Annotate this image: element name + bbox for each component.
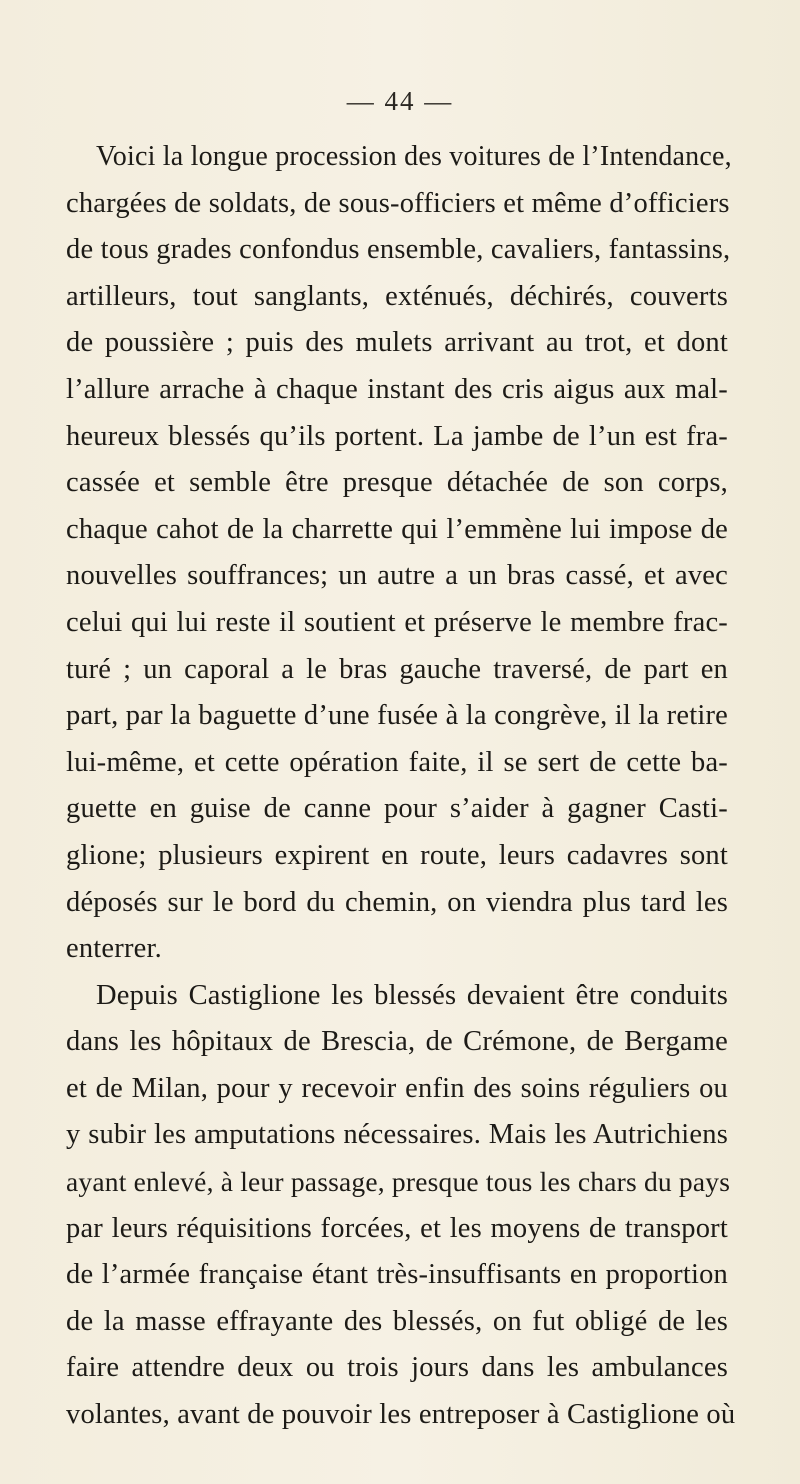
text-line: guette en guise de canne pour s’aider à gagner Casti- <box>66 793 728 825</box>
text-line: chargées de soldats, de sous-officiers et même d’officiers <box>66 187 730 219</box>
text-line: Depuis Castiglione les blessés devaient être conduits <box>96 979 728 1011</box>
text-line: de poussière ; puis des mulets arrivant au trot, et dont <box>66 327 728 359</box>
text-line: glione; plusieurs expirent en route, leurs cadavres sont <box>66 839 728 871</box>
text-line: Voici la longue procession des voitures de l’Intendance, <box>96 141 732 172</box>
text-line: enterrer. <box>66 933 162 965</box>
page-number: — 44 — <box>346 86 454 116</box>
text-line: turé ; un caporal a le bras gauche traversé, de part en <box>66 653 728 685</box>
text-line: nouvelles souffrances; un autre a un bras cassé, et avec <box>66 560 728 592</box>
text-line: et de Milan, pour y recevoir enfin des soins réguliers ou <box>66 1072 728 1104</box>
text-line: faire attendre deux ou trois jours dans les ambulances <box>66 1352 728 1384</box>
text-line: artilleurs, tout sanglants, exténués, déchirés, couverts <box>66 280 728 312</box>
text-line: de tous grades confondus ensemble, cavaliers, fantassins, <box>66 234 731 266</box>
text-line: chaque cahot de la charrette qui l’emmène lui impose de <box>66 513 728 545</box>
text-line: l’allure arrache à chaque instant des cris aigus aux mal- <box>66 373 728 405</box>
text-line: celui qui lui reste il soutient et préserve le membre frac- <box>66 606 728 638</box>
text-line: volantes, avant de pouvoir les entreposer à Castiglione où <box>66 1399 736 1431</box>
text-line: y subir les amputations nécessaires. Mais les Autrichiens <box>66 1119 728 1151</box>
text-line: dans les hôpitaux de Brescia, de Crémone, de Bergame <box>66 1026 728 1058</box>
text-line: part, par la baguette d’une fusée à la congrève, il la retire <box>66 700 728 732</box>
text-line: déposés sur le bord du chemin, on viendra plus tard les <box>66 886 728 918</box>
text-line: ayant enlevé, à leur passage, presque tous les chars du pays <box>66 1166 731 1198</box>
text-line: cassée et semble être presque détachée de son corps, <box>66 467 728 499</box>
text-line: par leurs réquisitions forcées, et les moyens de transport <box>66 1212 728 1244</box>
text-line: de la masse effrayante des blessés, on fut obligé de les <box>66 1305 728 1337</box>
text-line: lui-même, et cette opération faite, il se sert de cette ba- <box>66 746 728 778</box>
text-line: de l’armée française étant très-insuffisants en proportion <box>66 1259 728 1291</box>
text-line: heureux blessés qu’ils portent. La jambe de l’un est fra- <box>66 420 728 452</box>
body-text <box>66 134 736 1439</box>
